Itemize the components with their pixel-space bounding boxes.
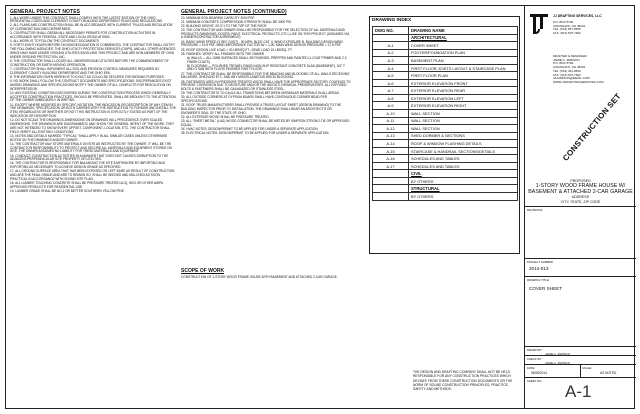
firm-line: FAX: (513) 837-7602 [553, 31, 581, 36]
date-value: 08/28/2014 [531, 371, 547, 375]
drawing-index-row [373, 125, 518, 133]
drawing-index-row [373, 34, 518, 42]
project-city: CITY, STATE, ZIP CODE [560, 199, 601, 204]
note-item: 1. ALL WORK UNDER THIS CONTRACT SHALL COMPLY WITH THE LATEST EDITION OF THE OHIO RESIDENTIAL CODES AND CLERMONT COUNTY BUILDING DEPARTMENT RULES AND REGULATIONS. [10, 15, 163, 24]
drawing-name-cell: EXTERIOR ELEVATION RIGHT [409, 102, 518, 110]
firm-line: P.O. BOX 5784 [553, 20, 574, 24]
drawing-index-row [373, 132, 518, 140]
drawn-by-section [525, 346, 636, 355]
drawing-name-cell: WALL SECTION [409, 117, 518, 125]
note-item: 31. ROOF TRUSS MANUFACTURER SHALL PROVIDE A TRUSS LAYOUT SHEET (DESIGN DRAWING) TO THE BUILDING INSPECTOR PRIOR TO INSTALLATION. THE DRAWINGS SHALL BEAR AN ARCHITECT'S OR ENGINEER'S SEAL OF THE STATE OF OHIO. [181, 103, 342, 115]
firm-line: CINCINNATI, OH 45201 [553, 23, 586, 28]
drawing-index-row [373, 64, 518, 72]
drawing-name-cell: EXTERIOR ELEVATION LEFT [409, 94, 518, 102]
note-item: 2. ALL PLANS AND CONSTRUCTION SHALL BE IN ACCORDANCE WITH CURRENT "RULES AND REGULATION" OF CLERMONT BUILDING DEPARTMENT. [10, 23, 174, 32]
dwg-no-cell: A-6 [373, 79, 409, 87]
sheet-number-value: A-1 [565, 382, 592, 401]
general-notes-list [10, 17, 176, 194]
note-item: 19. LUMBER GRADE SHALL BE NO.2 OR BETTER SOUTHERN YELLOW PINE. [10, 189, 125, 194]
dwg-no-cell: A-9 [373, 102, 409, 110]
drawing-index-row [373, 193, 518, 201]
project-title: 1-STORY WOOD FRAME HOUSE W/ BASEMENT & ATTACHED 2-CAR GARAGE [528, 183, 633, 196]
scale-value: AS NOTED [600, 371, 617, 375]
disclaimer-text: THE DESIGN AND DRAFTING COMPANY SHALL NOT BE HELD RESPONSIBLE FOR ANY CONSTRUCTION PRACTICES WHICH DEVIATE FROM THESE CONSTRUCTION DOCUMENTS OR THE NORM OF SOUND CONSTRUCTION PRINCIPLES, PRACTICE, SAFETY AND METHODS. [413, 370, 513, 392]
drawing-name-cell: FIRST FLOOR JOISTS LAYOUT & STAIRCASE PLAN [409, 64, 518, 72]
note-item: 9. NO WORK SHALL FOLLOW THE CONTRACT DOCUMENTS AND SPECIFICATIONS. DISCREPANCIES EXIST AMONG DRAWINGS AND SPECIFICATIONS NOTIFY THE OWNER OF ALL CONFLICTS FOR RESOLUTION OR INTERPRETATION. [10, 79, 172, 91]
note-item: 32. ALL EXTERIOR WOOD SHALL BE PRESSURE TREATED. [181, 115, 270, 120]
drafter-line: FAX: (513) 837-7602 [553, 72, 581, 77]
note-item: 5. FORTY-EIGHT HOURS BEFORE DIGGING/EXCAVATION IS COMMENCED, THE CONTRACTOR SHALL NOTIFY THE FOLLOWING AGENCIES: THE OHIO UTILITY PROTECTION SERVICES (OUPS), AND ALL OTHER AGENCIES WHICH MAY HAVE UNDER GROUND UTILITIES INVOLVING THIS PROJECT AND ARE NON-MEMBERS OF OHIO UNDER GROUND PROTECTION, INC. [10, 43, 176, 59]
note-item: 24. BASIC WIND SPEED (3 SEC GUST) - 90 MPH, BLDG CAT. II, WIND EXPOSURE B, BUILDING DESIGN WIND PRESSURE = 19.5 PSF, WIND IMPORTANCE FACTOR IW = 1.00, MAIN WIND DESIGN PRESSURE = 17.8 PSF. [181, 39, 343, 48]
scale-label: SCALE: [582, 365, 592, 370]
discipline-heading: CIVIL [409, 170, 518, 178]
drawing-index-rows [373, 34, 518, 200]
drawing-name-cell: SCHEDULES AND TABLES [409, 162, 518, 170]
drawing-index-row [373, 155, 518, 163]
drawn-by-label: DRAWN BY: [527, 347, 543, 352]
dwg-no-cell: A-1 [373, 42, 409, 50]
drafter-line: TEL: (513) 461-5842 [553, 68, 581, 73]
dwg-no-cell: A-14 [373, 140, 409, 148]
note-item: 18. ALL LUMBER TOUCHING CONCRETE SHALL BE PRESSURE TREATED ACQ, HDG OR OTHER AWPA APPROVED PRODUCTS FOR RESIDENTIAL USE. [10, 181, 163, 190]
sheet-number-label: SHEET NO.: [527, 378, 543, 383]
dwg-no-cell [373, 177, 409, 185]
dwg-no-cell [373, 193, 409, 201]
revisions-section [525, 206, 636, 258]
note-item: 4. ALL WORK IS TO FOLLOW THE CONTRACT DOCUMENTS. [10, 39, 100, 44]
drawing-index-row [373, 72, 518, 80]
dwg-no-cell: A-15 [373, 147, 409, 155]
dwg-no-cell: A-5 [373, 72, 409, 80]
checked-by-section [525, 355, 636, 364]
note-item: 6. THE CONTRACTOR SHALL LOCATE ALL UNDERGROUND UTILITIES BEFORE THE COMMENCEMENT OF CONSTRUCTION OR EARTH MOVING OPERATION. [10, 59, 169, 67]
note-item: 15. CONDUCT CONSTRUCTION ACTIVITIES IN A MANNER THAT DOES NOT CAUSES DISRUPTION TO THE ADJACENT/PERPENDICULAR SITE PROPERTY OR UTILITIES. [10, 153, 169, 162]
drawing-index-row [373, 170, 518, 178]
scope-of-work [181, 268, 351, 280]
drafter-line: DRAFTER & DESIGNER: [553, 54, 588, 58]
project-number-label: PROJECT NUMBER [527, 260, 553, 264]
dwg-no-cell: A-8 [373, 94, 409, 102]
note-item: 21. MINIMUM CONCRETE COMPRESSION STRENGTH SHALL BE 3000 PSI. [181, 19, 292, 24]
project-number-value: 2014-013 [529, 266, 549, 271]
drawing-name-cell: EXTERIOR ELEVATION FRONT [409, 79, 518, 87]
firm-contact [553, 21, 585, 36]
drawing-name-cell: ROOF & WINDOW FLASHING DETAILS [409, 140, 518, 148]
drawing-index-row [373, 87, 518, 95]
discipline-heading: STRUCTURAL [409, 185, 518, 193]
drafter-line: WWW.JJDRAFTINGSERVICES.COM [553, 79, 604, 84]
checked-by-label: CHECK BY: [527, 356, 542, 361]
construction-set-stamp: CONSTRUCTION SET [561, 91, 623, 163]
drawing-index-row [373, 49, 518, 57]
drawing-name-cell: FOOTER/FOUNDATION PLAN [409, 49, 518, 57]
note-item: 8. THE INFORMATION GIVEN HEREIN IS TO EXACT AS COULD BE SECURED FOR BIDDING PURPOSES. [10, 74, 165, 79]
drawing-index-row [373, 42, 518, 50]
revisions-label: REVISIONS: [527, 208, 544, 212]
drawing-name-cell: BY OTHERS [409, 193, 518, 201]
date-label: DATE: [527, 365, 536, 370]
firm-name: JJ DRAFTING SERVICES, LLC [553, 14, 602, 18]
note-item: 20. MINIMUM SOIL BEARING CAPACITY 3000 PSF. [181, 15, 255, 20]
note-item: 30. ALL OUTSIDE CORNERS AT GYPSUM BOARD SHALL HAVE CONTINUOUS CORNER BEAD PER SPECIFICATIONS. [181, 95, 328, 104]
general-notes-continued-list [181, 17, 351, 137]
note-item: 7. CONTRACTOR SHALL IMPLEMENT ALL SOIL AND EROSION CONTROL MEASURES REQUIRED BY CLERMONT COUNTY BUILDING DEPARTMENT AND THE OHIO EPA. [10, 66, 160, 75]
note-item: 11. EXCEPT WHERE MODIFIED BY SPECIFIC NOTATION, THE INDICATION OR DESCRIPTION OF ANY ITEM IN THE DRAWINGS, SPECIFICATION OR BOTH CARRIES WITH THE INSTRUCTION TO FURNISH AND INSTALL THE ITEM, REGARDLESS OR WHETHER OR NOT THIS INSTRUCTION IS EXPLICITLY STATED AS PART OF THE INDICATION OR DESCRIPTION. [10, 102, 176, 119]
drafter-line: CINCINNATI, OH 45201 [553, 65, 586, 70]
drawing-index-row [373, 147, 518, 155]
dwg-no-cell: A-3 [373, 57, 409, 65]
drafter-line: JAMIE A. JAMISON [553, 57, 580, 62]
drawing-index-row [373, 117, 518, 125]
note-item: 10. ANY EXISTING CONDITION DISCOVERED DURING THE CONSTRUCTION PROCESS WHICH GENERALLY ACCEPTED CONSTRUCTION PRACTICES, SHOULD BE PREVENTED, SHALL BE BROUGHT TO THE ATTENTION OF THE OWNER IMMEDIATELY IN WRITING. [10, 90, 176, 103]
drawn-by-value: JAMIE A. JAMISON [545, 351, 570, 356]
project-address: ADDRESS [571, 195, 590, 200]
proposed-label: PROPOSED [570, 179, 591, 183]
note-item: 25. ROOF DESIGN LIVE LOAD = 30 LBS/SQ.FT.; DEAD LOAD 15 LBS/SQ. FT. [181, 47, 293, 52]
drawing-index-row [373, 185, 518, 193]
drawing-name-cell: BASEMENT PLAN [409, 57, 518, 65]
drawing-index-row [373, 110, 518, 118]
note-item: 28. FASTENERS USED IN PRESSURE TREATED WOOD SHALL HAVE THE APPROPRIATE FACTORY COATINGS TO PREVENT CORROSION DUE TO MOISTURE AND/OR THE WOOD'S CHEMICAL PRESERVATIVES. ALL EXPOSED BOLTS & FASTENERS SHALL BE GALVANIZED OR STAINLESS STEEL. [181, 79, 351, 92]
note-item: 16. THE CONTRACTOR IS RESPONSIBLE FOR BALANCING THE SITE EARTHWORK BY IMPORTING AND EXPORTING AS NECESSARY TO ACHIEVE DESIGN GRADE AS SPECIFIED. [10, 161, 165, 170]
note-item: 26. FINISHES: VERIFY ALL FINISHES WITH THE OWNER [181, 51, 265, 56]
drafter-line: P.O. BOX 5784 [553, 61, 574, 66]
note-item: 29. THE CONTRACTOR IS TO CAULK ALL TRANSITIONS BETWEEN DISSIMILAR MATERIALS IN ALL AREAS. [181, 91, 340, 96]
note-item: A) WALLS — ALL GWB SURFACES SHALL BE FINISHED, PREPPED AND PAINTED (1-COAT PRIMER AND 2-3 FINISH COATS). [187, 55, 347, 64]
drawing-index-table [372, 26, 518, 201]
drawing-name-cell: SCHEDULES AND TABLES [409, 155, 518, 163]
dwg-no-cell [373, 34, 409, 42]
note-item: 34. HVAC NOTES: DESIGN/PERMIT TO BE APPLIED FOR UNDER A SEPARATE APPLICATION. [181, 127, 319, 132]
drawing-name-cell: WALL SECTION [409, 125, 518, 133]
project-number-section [525, 258, 636, 276]
dwg-no-cell: A-10 [373, 110, 409, 118]
dwg-no-cell: A-2 [373, 49, 409, 57]
note-item: 35. ELECTRICAL NOTES: DESIGN/PERMIT TO BE APPLIED FOR UNDER A SEPARATE APPLICATION. [181, 131, 330, 136]
drawing-index-row [373, 57, 518, 65]
note-item: 3. CONTRACTOR SHALL OBTAIN ALL NECESSARY PERMITS FOR CONSTRUCTION ACTIVITIES IN ACCORDANCE WITH FEDERAL, STATE AND LOCAL REGULATIONS. [10, 31, 156, 40]
date-scale-section [525, 364, 636, 377]
dwg-no-cell: A-16 [373, 155, 409, 163]
dwg-no-cell: A-4 [373, 64, 409, 72]
drawing-index-row [373, 162, 518, 170]
drawing-index-row [373, 102, 518, 110]
drafter-contact [553, 55, 603, 85]
drawing-index-row [373, 177, 518, 185]
drawing-index-header-row [373, 27, 518, 35]
drawing-title-section [525, 276, 636, 346]
dwg-no-cell [373, 185, 409, 193]
dwg-no-cell: A-13 [373, 132, 409, 140]
note-item: 33. ALL "SHEET METAL" (LAG) WOOD CONNECTOR SHALL BE METED BY SIMPSON STRONG-TIE OR APPROVED EQUAL. [181, 119, 350, 128]
title-block [524, 5, 635, 409]
discipline-heading: ARCHITECTURAL [409, 34, 518, 42]
dwg-no-cell: A-17 [373, 162, 409, 170]
note-item: 14. THE CONTRACTOR MAY STORE MATERIALS ON SITE AS INSTRUCTED BY THE OWNER. IT WILL BE THE CONTRACTOR RESPONSIBILITY TO PROTECT AND SECURE ALL MATERIALS AND EQUIPMENT STORED ON SITE. THE OWNER ASSUMES NO LIABILITY FOR THESE MATERIALS AND EQUIPMENT. [10, 141, 172, 154]
drafter-line: JAJAMISON@EMAIL.COM [553, 76, 590, 81]
drawing-name-cell: FIRST FLOOR PLAN [409, 72, 518, 80]
drawing-name-cell: BY OTHERS [409, 177, 518, 185]
drawing-name-cell: STAIRCASE & HANDRAIL SECTIONS/DETAILS [409, 147, 518, 155]
note-item: 17. ALL GROUND SURFACE AREA THAT HAS BEEN EXPOSED OR LEFT BARE AS RESULT OF CONSTRUCTION AND ARE THE FINAL GRADE AND ARE TO REMAIN SO, SHALL BE SEEDED AND MULCHED AS SOON PRACTICAL IN ACCORDANCE WITH SOUND SITE PLAN. [10, 169, 175, 182]
firm-logo-icon [529, 12, 549, 36]
drawing-title-value: COVER SHEET [529, 286, 562, 291]
dwg-no-cell: A-11 [373, 117, 409, 125]
drawing-title-label: DRAWING TITLE: [527, 278, 550, 282]
note-item: 23. THE CONTRACTOR AND OWNER SHALL BE RESPONSIBLE FOR THE SELECTION OF ALL MATERIALS AND PRODUCTS (WINDOWS, DOORS, PAINT, ELECTRICAL PRODUCTS, ETC.) USE ON THIS PROJECT (ASSUMED VIA A OWNER/CONTRACTOR AGREEMENT). [181, 27, 350, 40]
note-item: B) FLOORING — POLISHED TROWEL FINISH NON-SLIP RESISTANT CONCRETE SLAB (BASEMENT), 3/4" T AND G SUB WITH FLOOR FINISHES FIRST FLOOR. [187, 63, 345, 72]
drawing-name-header: DRAWING NAME [409, 27, 518, 35]
dwg-no-cell: A-7 [373, 87, 409, 95]
checked-by-value: JAMIE A. JAMISON [545, 360, 570, 365]
drawing-index-row [373, 140, 518, 148]
drawing-name-cell: EXTERIOR ELEVATION REAR [409, 87, 518, 95]
dwg-no-header: DWG NO. [373, 27, 409, 35]
note-item: 22. BUILDING HEIGHT: 20'-0"± TO THE TOP OF THE ROOF. [181, 23, 268, 28]
project-description [527, 179, 634, 204]
general-notes-column [10, 9, 176, 194]
scope-title: SCOPE OF WORK [181, 268, 225, 274]
note-item: 13. NOTES AND DETAILS MARKED "TYPICAL" SHALL APPLY IN ALL SIMILAR CASES UNLESS OTHERWISE NOTED ON THE DRAWINGS AND/OR OWNER. [10, 133, 168, 142]
drawing-name-cell: COVER SHEET [409, 42, 518, 50]
drawing-index-title: DRAWING INDEX [372, 18, 412, 23]
general-notes-title: GENERAL PROJECT NOTES [10, 9, 81, 15]
note-item: 12. DO NOT SCALE THE DRAWINGS-DIMENSIONS ON DRAWINGS WILL PRECEDENCE OVER SCALED DIMENSIONS. THE DRAWINGS ARE DIAGRAMMATIC AND SHOW THE GENERAL INTENT OF THE WORK. THEY ARE NOT INTENDED TO SHOW EVERY OFFSET, COMPONENT, LOCATION, ETC. THE CONTRACTOR SHALL FIELD VERIFY ALL EXISTING CONDITIONS. [10, 118, 175, 134]
scope-text: CONSTRUCTION OF 1-STORY WOOD FRAME HOUSE WITH BASEMENT AND ATTACHED 2-CAR GARAGE. [181, 275, 338, 279]
dwg-no-cell [373, 170, 409, 178]
drawing-name-cell: WALL SECTION [409, 110, 518, 118]
drawing-index-row [373, 79, 518, 87]
general-notes-continued-column [181, 9, 351, 136]
general-notes-continued-title: GENERAL PROJECT NOTES (CONTINUED) [181, 9, 287, 15]
firm-line: TEL: (513) 837-5555 [553, 27, 581, 32]
drawing-index [369, 16, 520, 254]
drawing-name-cell: SHED DORMER & SECTIONS [409, 132, 518, 140]
note-item: 27. THE CONTRACTOR SHALL BE RESPONSIBLE FOR THE BRACING AND BLOCKING OF ALL WALLS RECEIVING MILLWORK, SHELVING ETC. AND ANY MISCELLANEOUS WOOD BLOCKING. [181, 71, 350, 80]
drawing-index-row [373, 94, 518, 102]
dwg-no-cell: A-12 [373, 125, 409, 133]
